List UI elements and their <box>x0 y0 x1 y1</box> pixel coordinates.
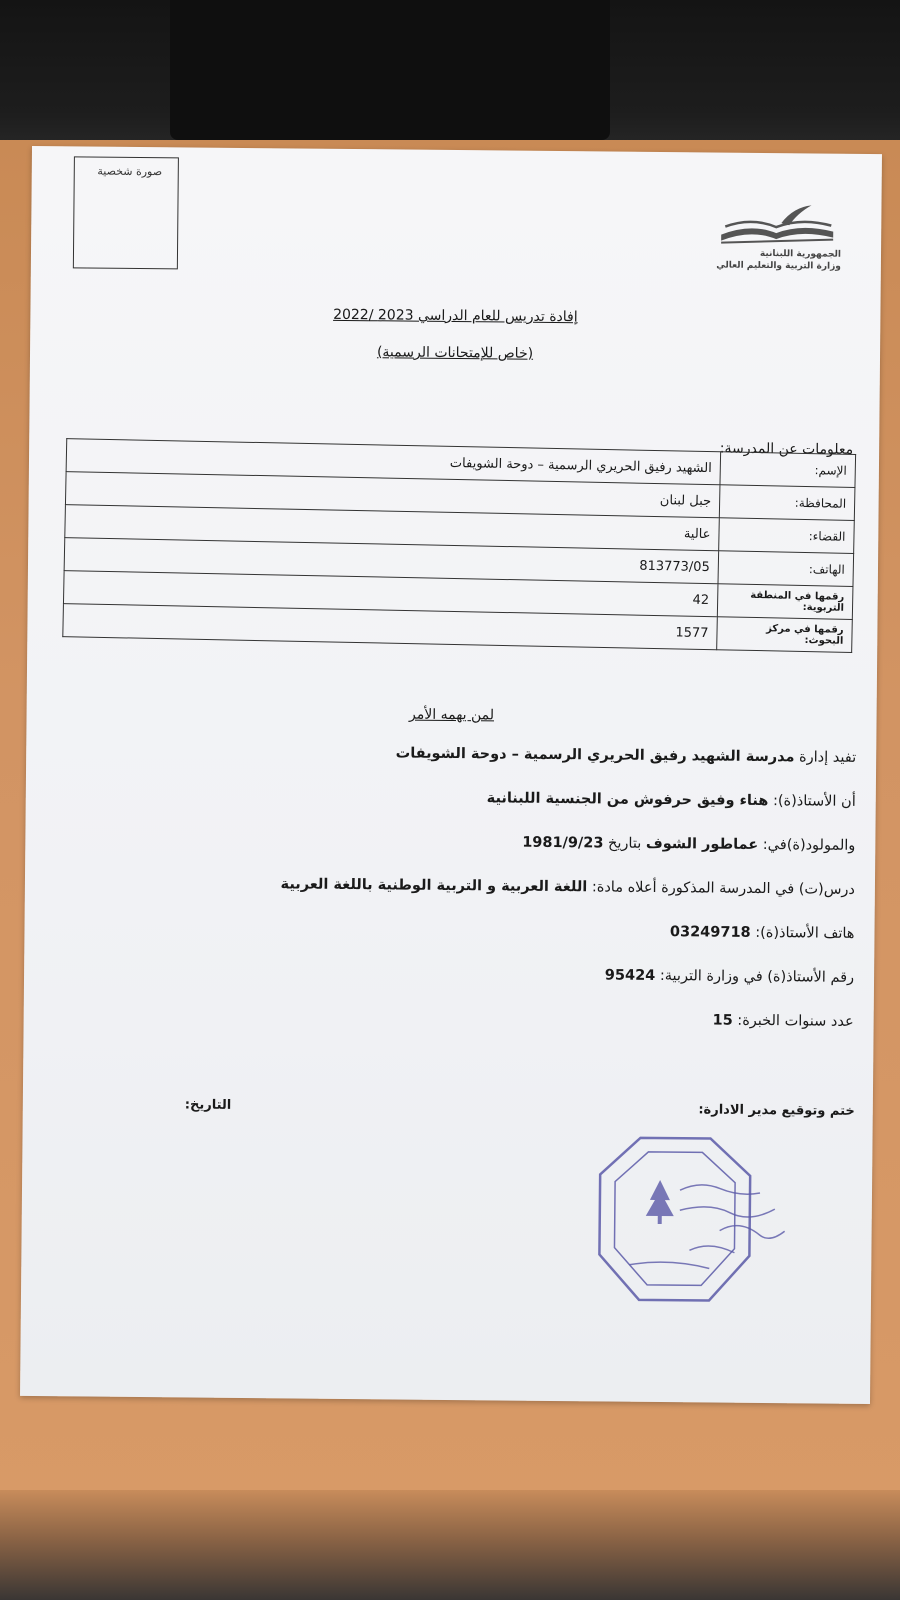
line-prefix: عدد سنوات الخبرة: <box>737 1012 854 1030</box>
subject-value: اللغة العربية و التربية الوطنية باللغة العربية <box>280 876 588 896</box>
document-paper <box>20 146 882 1404</box>
background-monitor <box>170 0 610 140</box>
experience-value: 15 <box>712 1012 733 1029</box>
subject-line <box>35 874 855 898</box>
row-label: المحافظة: <box>719 485 855 521</box>
school-name-value: مدرسة الشهيد رفيق الحريري الرسمية – دوحة الشويفات <box>395 745 795 766</box>
row-value: 813773/05 <box>64 538 719 584</box>
line-prefix: رقم الأستاذ(ة) في وزارة التربية: <box>659 968 855 986</box>
logo-text-republic: الجمهورية اللبنانية <box>759 248 842 260</box>
school-info-label: معلومات عن المدرسة: <box>719 440 854 458</box>
school-info-table <box>62 438 856 653</box>
row-value: عالية <box>65 505 720 551</box>
to-whom-heading: لمن يهمه الأمر <box>409 706 495 724</box>
row-label: رقمها في مركز البحوث: <box>717 617 853 653</box>
line-prefix: هاتف الأستاذ(ة): <box>755 924 855 942</box>
ministry-number-line <box>34 962 854 986</box>
line-prefix: تفيد إدارة <box>799 749 857 766</box>
teacher-name-line <box>36 786 856 810</box>
row-value: جبل لبنان <box>65 472 720 518</box>
line-prefix: درس(ت) في المدرسة المذكورة أعلاه مادة: <box>591 879 855 898</box>
document-title: إفادة تدريس للعام الدراسي 2023 /2022 <box>333 306 578 326</box>
phone-value: 03249718 <box>669 924 751 941</box>
experience-line <box>34 1006 854 1030</box>
background-bottom <box>0 1490 900 1600</box>
birthdate-value: 1981/9/23 <box>522 834 604 852</box>
school-statement-line <box>36 742 856 766</box>
row-label: رقمها في المنطقة التربوية: <box>717 584 853 620</box>
school-stamp-icon <box>569 1129 811 1311</box>
birthplace-value: عماطور الشوف <box>645 835 759 853</box>
document-subtitle: (خاص للإمتحانات الرسمية) <box>376 344 534 362</box>
photo-label: صورة شخصية <box>97 164 163 179</box>
ministry-logo <box>711 200 842 281</box>
row-value: الشهيد رفيق الحريري الرسمية – دوحة الشويفات <box>66 439 721 485</box>
line-prefix: أن الأستاذ(ة): <box>772 793 856 810</box>
logo-text-ministry: وزارة التربية والتعليم العالي <box>716 260 841 272</box>
book-logo-icon <box>711 200 841 247</box>
row-value: 42 <box>63 571 718 617</box>
birth-line <box>35 830 855 854</box>
row-label: الهاتف: <box>718 551 854 587</box>
date-label: التاريخ: <box>184 1097 232 1113</box>
signature-label: ختم وتوقيع مدير الادارة: <box>698 1102 855 1119</box>
ministry-number-value: 95424 <box>604 967 656 984</box>
photo-box <box>73 156 179 269</box>
row-label: الإسم: <box>720 452 856 488</box>
teacher-name-value: هناء وفيق حرفوش من الجنسية اللبنانية <box>486 790 769 810</box>
row-value: 1577 <box>63 604 718 650</box>
line-prefix: والمولود(ة)في: <box>762 836 856 854</box>
date-prefix: بتاريخ <box>607 835 642 852</box>
row-label: القضاء: <box>719 518 855 554</box>
phone-line <box>34 918 854 942</box>
